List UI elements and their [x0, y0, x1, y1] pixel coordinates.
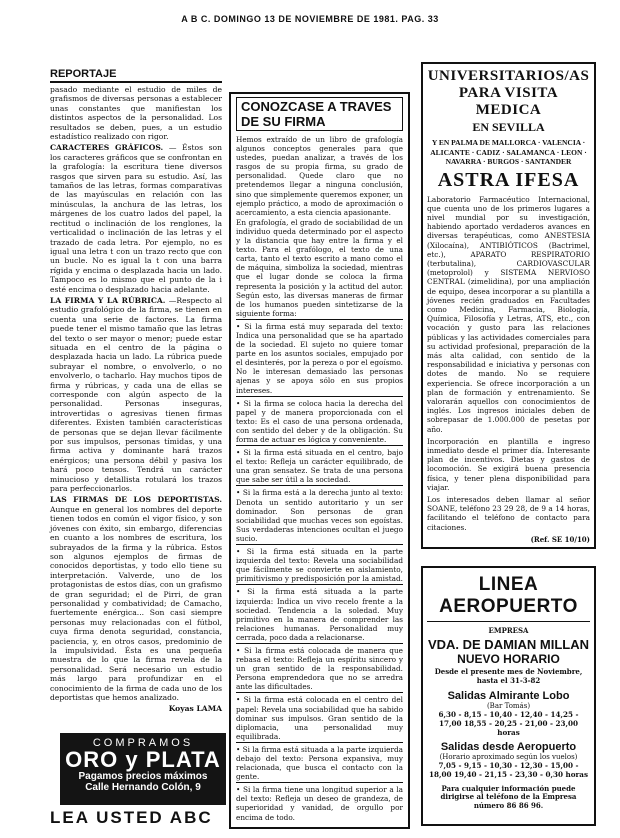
article-bullet: • Si la firma está colocada en el centro del papel: Revela una sociabilidad que ha sabido dominar sus impulsos. Gran sentido de la diplomacia, una personalidad muy equilibrada. [236, 695, 403, 741]
divider [236, 544, 403, 545]
divider [236, 396, 403, 397]
ad-line: COMPRAMOS [92, 737, 194, 749]
departures-heading: Salidas Almirante Lobo [447, 689, 570, 702]
article-bullet: • Si la firma está colocada de manera que rebasa el texto: Refleja un espíritu sincero y un gran sentido de la responsabilidad. Persona emprendedora que no se arredra ante las dificultades. [236, 645, 403, 692]
paragraph-lead: LAS FIRMAS DE LOS DEPORTISTAS. [50, 495, 222, 505]
paragraph-text: —Respecto al estudio grafológico de la firma, se tienen en cuenta una serie de factores. La firma puede tener el mismo tamaño que las letras del texto o ser mayor o menor; puede estar situada en el centro de la página o desplazada hacia un lado. La rúbrica puede subrayar el nombre, o envolverlo, o no envolverlo, o tacharlo. Hay muchos tipos de firma y rúbricas, y cada una de ellas se corresponde con algún aspecto de la personalidad. Personas inseguras, introvertidas o agresivas tienen firmas diferentes. Existen también características de personas que se dejan llevar fácilmente por sus impulsos, personas tímidas, y una firma activa y dominante hará trazos enérgicos; una persona débil y pasiva los hará poco tensos. Tendrá un carácter minucioso y detallista rotulará los trazos para perfeccionarlos. [50, 295, 222, 494]
reportaje-paragraph: pasado mediante el estudio de miles de grafismos de diversas personas a establecer unas constantes que manifiestan los distintos aspectos de la personalidad. Los resultados se deben, pues, a un estudio estadístico realizado con rigor. [50, 85, 222, 142]
ad-body: Laboratorio Farmacéutico Internacional, que cuenta uno de los primeros lugares a nivel mundial por su investigación, habiendo aportado verdaderos avances en diversas terapéuticas, como ANESTESIA (Xilocaína), ANTIBIÓTICOS (Bactrimel, etc.), APARATO RESPIRATORIO (terbutalina), CARDIOVASCULAR (metoprolol) y SISTEMA NERVIOSO CENTRAL (zimelidina), por una ampliación de equipo, desea incorporar a su plantilla a jóvenes recién graduados en Facultades como Medicina, Farmacia, Biología, Química, Filosofía y Letras, ATS, etc., con vocación y gusto para las relaciones públicas y las actividades comerciales para su actividad profesional, preparación de la más alta calidad, con sentido de la responsabilidad e iniciativa y personas con dotes de mando. No se requiere experiencia. Se ofrece incorporación a un plan de formación y entrenamiento. Se valorarán aquellos con conocimientos de inglés. Los ingresos iniciales deben de sobrepasar de 1.000.000 de pesetas por año. [427, 194, 590, 434]
byline: Koyas LAMA [168, 704, 222, 714]
article-bullet: • Si la firma está situada a la parte izquierda debajo del texto: Persona expansiva, muy relacionada, que busca el contacto con la gente. [236, 744, 403, 782]
ad-headline: ORO y PLATA [65, 747, 221, 772]
divider [236, 782, 403, 783]
departure-times: 6,30 - 8,15 - 10,40 - 12,40 - 14,25 - 17,00 18,55 - 20,25 - 21,00 - 23,00 horas [438, 709, 579, 737]
article-bullet: • Si la firma está situada en el centro, bajo el texto: Refleja un carácter equilibrado, de una gran sensatez. Se trata de una persona que sabe ser útil a la sociedad. [236, 448, 403, 485]
company-name: VDA. DE DAMIAN MILLAN [427, 637, 590, 652]
ad-title: LINEA AEROPUERTO [427, 574, 590, 622]
ad-oro-plata [60, 733, 226, 805]
ad-lea-abc: LEA USTED ABC [50, 808, 213, 827]
divider [236, 584, 403, 585]
paragraph-text: — Éstos son los caracteres gráficos que se confrontan en la grafología: la escritura tiene diversos rasgos que sirven para su estudio. Así, las tamaños de las letras, formas comparativas de las mayúsculas en relación con las minúsculas, la anchura de las letras, los márgenes de los cuatro lados del papel, la rectitud o inclinación de los renglones, la verticalidad o inclinación de las letras y el trazado de cada letra. Por ejemplo, no es igual una letra t con un trazo recto que con un bucle. No es igual la t con una barra rígida y encima o desplazada hacia un lado. Tampoco es lo mismo que el punto de la i esté encima o desplazado hacia adelante. [50, 143, 222, 294]
schedule-validity: Desde el presente mes de Noviembre, hasta el 31-3-82 [434, 667, 583, 685]
paragraph-text: Aunque en general los nombres del deporte tienen todos en común el vigor físico, y son jóvenes con éxito, sin embargo, diferencias en cuanto a los nombres de escritura, los subrayados de la firma y la rúbrica. Estos son algunos ejemplos de firmas de conocidos deportistas, y todo ello tiene su interpretación. Valverde, uno de los protagonistas de estos días, con un grafismo de gran seguridad; el de Pirri, de gran personalidad y combatividad; de Camacho, fuertemente enérgica... Son casi siempre personas muy relacionadas con el fútbol, cuya firma denota seguridad, constancia, paciencia, y, en otros casos, predominio de la impulsividad. Ésta es una pequeña muestra de lo que la firma revela de la personalidad. Será necesario un estudio más largo para profundizar en el conocimiento de la firma de cada uno de los deportistas que hemos analizado. [50, 504, 222, 702]
reportaje-column [50, 62, 222, 713]
article-paragraph: Hemos extraído de un libro de grafología algunos conceptos generales para que ustedes, puedan analizar, a través de los rasgos de su propia firma, su grado de personalidad. Quede claro que no pretendemos llegar a ninguna conclusión, sino que simplemente queremos exponer, un ejemplo práctico, a modo de aproximación o acercamiento, a esta ciencia apasionante. [236, 135, 403, 217]
divider [236, 445, 403, 446]
ad-label: EMPRESA [488, 626, 529, 635]
article-paragraph: En grafología, el grado de sociabilidad de un individuo queda determinado por el aspecto y la distancia que hay entre la firma y el texto. Para el grafólogo, el texto de una carta, tanto el texto escrito a mano como el de máquina, simboliza la sociedad, mientras que el lugar donde se coloca la firma representa la posición y la actitud del autor. Según esto, las diversas maneras de firmar de los humanos pueden sintetizarse de la siguiente forma: [236, 217, 403, 318]
paragraph-lead: CARACTERES GRÁFICOS. [50, 143, 164, 153]
ad-title: UNIVERSITARIOS/AS [427, 68, 590, 84]
divider [236, 643, 403, 644]
departures-heading: Salidas desde Aeropuerto [440, 741, 577, 754]
ad-universitarios [421, 62, 596, 549]
divider [236, 692, 403, 693]
article-bullet: • Si la firma está situada a la parte izquierda: Indica un vivo recelo frente a la sociedad. Tendencia a la soledad. Muy primitivo en la manera de comprender las relaciones humanas. Personalidad muy cerrada, poco dada a relacionarse. [236, 587, 403, 642]
departure-times: 7,05 - 9,15 - 10,30 - 12,30 - 15,00 - 18,00 19,40 - 21,15 - 23,30 - 0,30 horas [428, 761, 588, 780]
article-bullet: • Si la firma está a la derecha junto al texto: Denota un sentido autoritario y un ser dominador. Son personas de gran sociabilidad que muchas veces son egoístas. Sus verdaderas intenciones ocultan el juego sucio. [236, 488, 403, 543]
article-bullet: • Si la firma está situada en la parte izquierda del texto: Revela una sociabilidad que fácilmente se convierte en aislamiento, primitivismo y predisposición por la amistad. [236, 547, 403, 584]
reportaje-paragraph [50, 143, 222, 294]
departures-note: (Bar Tomás) [486, 701, 531, 710]
contact-info: Para cualquier información puede dirigirse al teléfono de la Empresa número 86 86 96. [440, 783, 577, 811]
divider [236, 319, 403, 320]
section-tag: REPORTAJE [50, 68, 222, 83]
reportaje-paragraph [50, 296, 222, 494]
article-bullet: • Si la firma está muy separada del texto: Indica una personalidad que se ha apartado de la sociedad. El sujeto no quiere tomar parte en los asuntos sociales, empujado por el desinterés, por la pereza o por el egoísmo. No le interesan demasiado las personas ajenas y se apoya sólo en sus propios intereses. [236, 321, 403, 395]
paragraph-lead: LA FIRMA Y LA RÚBRICA. [50, 295, 166, 305]
ad-brand: ASTRA IFESA [437, 168, 580, 191]
divider [236, 742, 403, 743]
divider [236, 485, 403, 486]
firma-article-box [229, 92, 410, 829]
ad-city: EN SEVILLA [472, 120, 545, 134]
ad-reference: (Ref. SE 10/10) [530, 534, 590, 544]
article-title: CONOZCASE A TRAVES DE SU FIRMA [236, 97, 403, 131]
ad-line: Pagamos precios máximos [78, 771, 208, 782]
ad-body: Los interesados deben llamar al señor SOANE, teléfono 23 29 28, de 9 a 14 horas, facilitando el teléfono de contacto para citaciones. [427, 495, 590, 532]
article-bullet: • Si la firma tiene una longitud superior a la del texto: Refleja un deseo de grandeza, de superioridad y vanidad, de orgullo por encima de todo. [236, 785, 403, 822]
ad-body: Incorporación en plantilla e ingreso inmediato desde el primer día. Interesante plan de incentivos. Dietas y gastos de locomoción. Se exigirá buena presencia física, y tener plena disponibilidad para viajar. [427, 436, 590, 492]
schedule-heading: NUEVO HORARIO [457, 652, 560, 666]
article-bullet: • Si la firma se coloca hacia la derecha del papel y de manera proporcionada con el texto: Es el caso de una persona ordenada, con sentido del deber y de la obligación. Su forma de actuar es lógica y conveniente. [236, 398, 403, 444]
departures-note: (Horario aproximado según los vuelos) [439, 753, 578, 762]
page-header: A B C. DOMINGO 13 DE NOVIEMBRE DE 1981. PAG. 33 [181, 14, 439, 24]
ad-heading [427, 68, 590, 167]
ad-address: Calle Hernando Colón, 9 [85, 782, 201, 793]
ad-linea-aeropuerto [421, 566, 596, 826]
ad-title: PARA VISITA MEDICA [458, 85, 559, 118]
reportaje-paragraph [50, 495, 222, 702]
ad-cities-list: Y EN PALMA DE MALLORCA · VALENCIA · ALICANTE · CADIZ · SALAMANCA · LEON · NAVARRA · BURGOS · SANTANDER [430, 138, 587, 166]
